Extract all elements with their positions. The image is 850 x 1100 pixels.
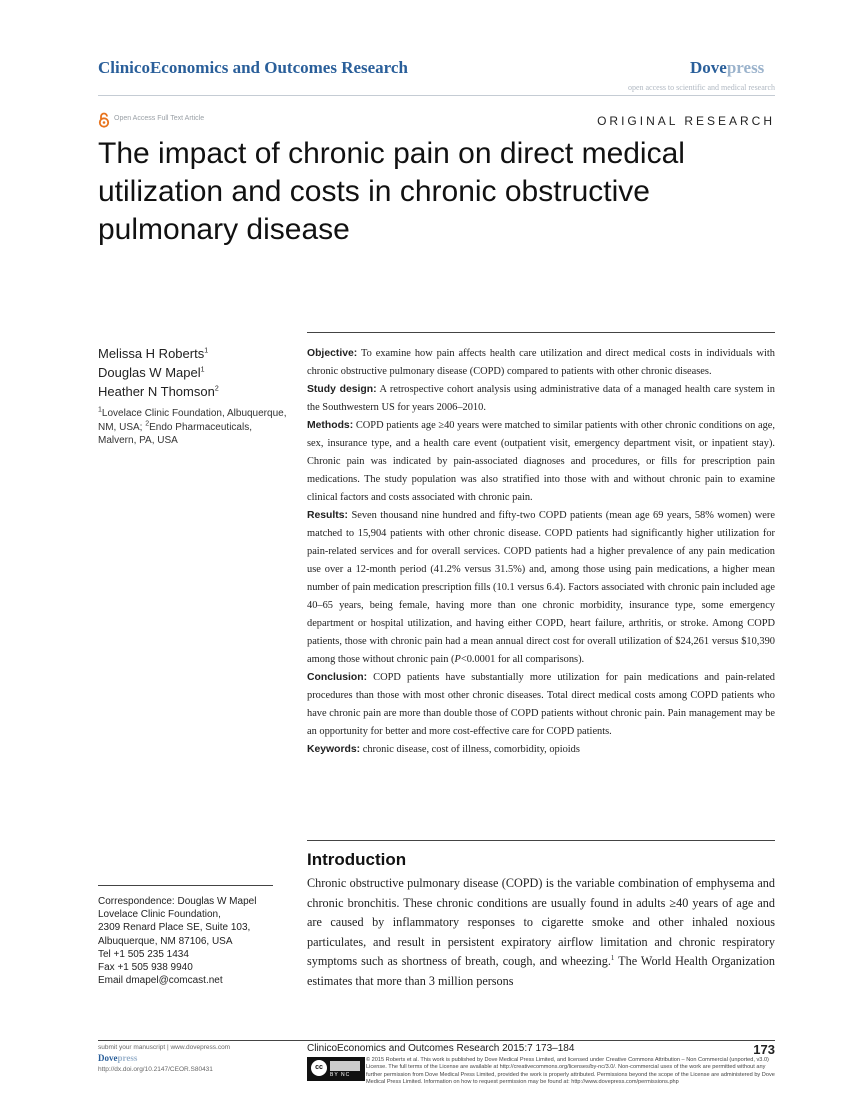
abstract-conclusion: Conclusion: COPD patients have substantially more utilization for pain medications and pain-related procedures than those with most other chronic diseases. Total direct medical costs among COPD patients who have chronic pain are more than double those of COPD patients without chronic pain. Pain management may be an opportunity for better and more cost-effective care for COPD patients. — [307, 672, 775, 737]
article-type: ORIGINAL RESEARCH — [597, 114, 775, 128]
license-text: © 2015 Roberts et al. This work is published by Dove Medical Press Limited, and licensed under Creative Commons Attribution – Non Commercial (unported, v3.0) License. The full terms of the License are available at http://creativecommons.org/licenses/by-nc/3.0/. Non-commercial uses of the work are permitted without any further permission from Dove Medical Press Limited, provided the work is properly attributed. Permissions beyond the scope of the License are administered by Dove Medical Press Limited. Information on how to request permission may be found at: http://www.dovepress.com/permissions.php — [366, 1057, 775, 1086]
journal-name: ClinicoEconomics and Outcomes Research — [98, 58, 408, 77]
introduction-body: Chronic obstructive pulmonary disease (COPD) is the variable combination of emphysema and chronic bronchitis. These chronic conditions are usually found in adults ≥40 years of age and are caused by inflammatory responses to cigarette smoke and other inhaled noxious particulates, and result in persistent expiratory airflow limitation and chronic respiratory symptoms such as shortness of breath, cough, and wheezing.$^1$ The World Health Organization estimates that more than 3 million persons — [307, 876, 775, 988]
abstract-divider — [307, 332, 775, 333]
affiliations: $^1$Lovelace Clinic Foundation, Albuquerque, NM, USA; $^2$Endo Pharmaceuticals, Malvern, PA, USA — [98, 406, 287, 446]
page-number: 173 — [753, 1042, 775, 1057]
author: Heather N Thomson$^2$ — [98, 384, 219, 399]
footer-divider — [98, 1040, 775, 1041]
open-access-label: Open Access Full Text Article — [114, 115, 205, 122]
footer-dovepress-logo: Dovepress — [98, 1053, 138, 1063]
abstract-objective: Objective: To examine how pain affects health care utilization and direct medical costs in individuals with chronic obstructive pulmonary disease (COPD) compared to patients with other chronic diseases. — [307, 348, 775, 377]
footer-publisher — [98, 1042, 230, 1075]
introduction-divider — [307, 840, 775, 841]
logo-press: press — [726, 58, 765, 77]
correspondence-email[interactable]: Email dmapel@comcast.net — [98, 975, 223, 987]
submit-manuscript-link[interactable]: submit your manuscript | www.dovepress.com — [98, 1044, 231, 1051]
header-divider — [98, 95, 775, 96]
introduction-heading: Introduction — [307, 850, 407, 869]
correspondence-divider — [98, 885, 273, 886]
author: Melissa H Roberts$^1$ — [98, 346, 209, 361]
open-access-lock-icon — [98, 112, 110, 128]
abstract-methods: Methods: COPD patients age ≥40 years were matched to similar patients with other chronic conditions on age, sex, insurance type, and a health care event (outpatient visit, emergency department visit, or inpatient stay). Chronic pain was indicated by pain-associated diagnoses and procedures, or fills for prescription pain medications. The study population was also stratified into those with and without chronic pain to examine clinical factors and costs associated with chronic pain. — [307, 420, 775, 503]
abstract-design: Study design: A retrospective cohort analysis using administrative data of a managed health care system in the Southwestern US for years 2006–2010. — [307, 384, 775, 413]
abstract — [307, 345, 775, 759]
creative-commons-by-nc-icon[interactable]: cc BY NC — [307, 1057, 365, 1081]
dovepress-logo — [690, 58, 764, 78]
author-list — [98, 344, 219, 401]
publisher-tagline: open access to scientific and medical research — [627, 83, 775, 92]
correspondence: Correspondence: Douglas W Mapel Lovelace Clinic Foundation, 2309 Renard Place SE, Suite 103, Albuquerque, NM 87106, USA Tel +1 505 235 1434 Fax +1 505 938 9940 Email dmapel@comcast.net — [98, 895, 288, 987]
doi-link[interactable]: http://dx.doi.org/10.2147/CEOR.S80431 — [98, 1066, 213, 1073]
logo-dove: Dove — [690, 58, 727, 77]
abstract-results: Results: Seven thousand nine hundred and fifty-two COPD patients (mean age 69 years, 58% women) were matched to 15,904 patients with other chronic disease. COPD patients had significantly higher utilization for pain-related services and for overall services. COPD patients had a higher prevalence of any pain medication use over a 12-month period (41.2% versus 31.5%) and, among those using pain medications, a higher mean number of pain medication prescription fills (10.1 versus 6.4). Factors associated with chronic pain included age 40–65 years, being female, having more than one chronic morbidity, insurance type, some emergency department or hospital utilization, and having either COPD, heart failure, arthritis, or stroke. Among COPD patients, those with chronic pain had a mean annual direct cost for overall utilization of $24,261 versus $10,390 among those without chronic pain (P<0.0001 for all comparisons). — [307, 510, 775, 665]
article-title: The impact of chronic pain on direct medical utilization and costs in chronic obstructive pulmonary disease — [98, 137, 685, 246]
abstract-keywords: Keywords: chronic disease, cost of illness, comorbidity, opioids — [307, 744, 580, 755]
citation: ClinicoEconomics and Outcomes Research 2015:7 173–184 — [307, 1043, 575, 1054]
author: Douglas W Mapel$^1$ — [98, 365, 205, 380]
